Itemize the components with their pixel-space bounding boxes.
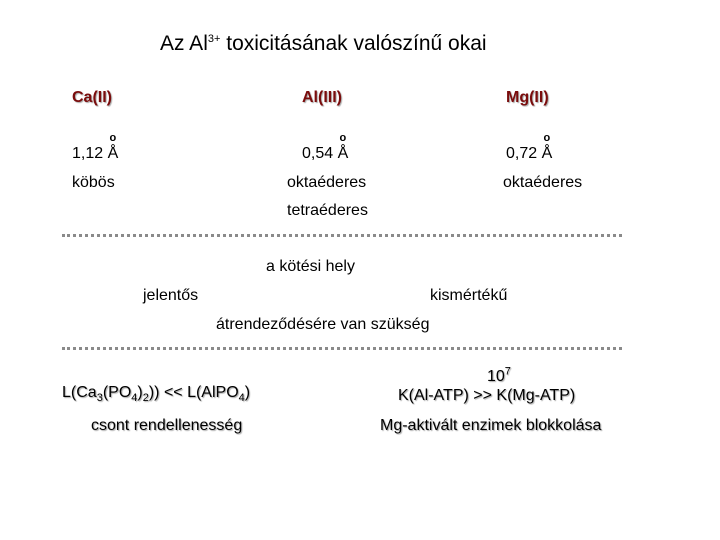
ion-geometry-mg: oktaéderes	[503, 174, 583, 191]
ratio-factor	[487, 365, 511, 385]
ion-heading-ca: Ca(II)	[72, 89, 112, 106]
ion-geometry-al-2: tetraéderes	[287, 202, 368, 219]
ion-geometry-ca: köbös	[72, 174, 115, 191]
ion-radius-ca	[72, 132, 119, 162]
eq-part: (PO	[102, 384, 132, 401]
ion-radius-al	[302, 132, 349, 162]
dotted-divider-top	[62, 234, 622, 237]
binding-right-label: kismértékű	[430, 287, 508, 304]
left-consequence: csont rendellenesség	[91, 417, 243, 434]
stability-equation: K(Al-ATP) >> K(Mg-ATP)	[398, 387, 576, 404]
binding-left-label: jelentős	[143, 287, 199, 304]
ion-radius-mg	[506, 132, 553, 162]
eq-subscript: 2	[142, 392, 149, 405]
binding-heading: a kötési hely	[266, 258, 355, 275]
eq-part: )	[137, 384, 143, 401]
angstrom-ring: o	[543, 132, 551, 144]
right-consequence: Mg-aktivált enzimek blokkolása	[380, 417, 602, 434]
title-suffix: toxicitásának valószínű okai	[220, 32, 487, 55]
page-title	[160, 33, 487, 54]
ion-geometry-al-1: oktaéderes	[287, 174, 367, 191]
angstrom-unit	[541, 132, 553, 162]
eq-part: L(Ca	[62, 384, 97, 401]
angstrom-ring: o	[339, 132, 347, 144]
angstrom-letter: Å	[107, 145, 119, 162]
eq-subscript: 4	[238, 392, 245, 405]
eq-subscript: 3	[96, 392, 103, 405]
angstrom-letter: Å	[541, 145, 553, 162]
factor-exponent: 7	[504, 365, 511, 378]
title-prefix: Az Al	[160, 32, 208, 55]
radius-value: 0,54	[302, 145, 338, 162]
eq-part: )) << L(AlPO	[148, 384, 239, 401]
ion-heading-mg: Mg(II)	[506, 89, 549, 106]
dotted-divider-bottom	[62, 347, 622, 350]
angstrom-letter: Å	[337, 145, 349, 162]
binding-conclusion: átrendeződésére van szükség	[216, 316, 430, 333]
radius-value: 1,12	[72, 145, 108, 162]
radius-value: 0,72	[506, 145, 542, 162]
title-superscript: 3+	[207, 33, 221, 45]
eq-part: )	[244, 384, 251, 401]
angstrom-ring: o	[109, 132, 117, 144]
ion-heading-al: Al(III)	[302, 89, 342, 106]
angstrom-unit	[337, 132, 349, 162]
eq-subscript: 4	[131, 392, 138, 405]
angstrom-unit	[107, 132, 119, 162]
factor-base: 10	[487, 368, 505, 385]
solubility-equation	[62, 384, 251, 405]
